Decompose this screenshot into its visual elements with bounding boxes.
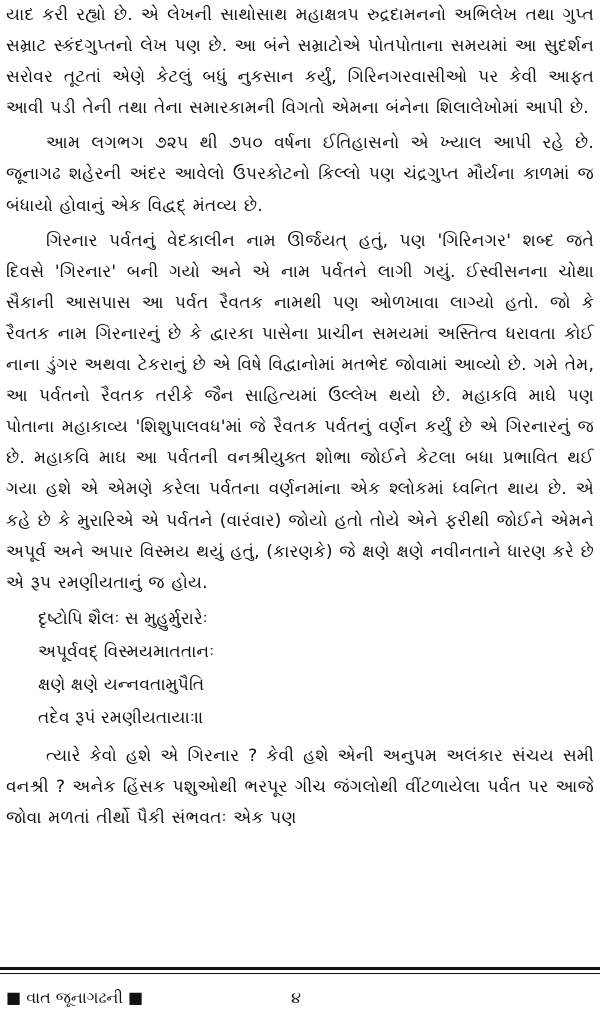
- paragraph-closing: ત્યારે કેવો હશે એ ગિરનાર ? કેવી હશે એની અનુપમ અલંકાર સંચય સમી વનશ્રી ? અનેક હિંસક પશુઓથી ભરપૂર ગીચ જંગલોથી વીંટળાયેલા પર્વત પર આજે જોવા મળતાં તીર્થો પૈકી સંભવતઃ એક પણ: [6, 745, 594, 828]
- running-title: ■ વાત જૂનાગઢની ■: [6, 988, 144, 1007]
- verse-line: અપૂર્વવદ્ વિસ્મયમાતતાનઃ: [38, 641, 215, 662]
- footer-rule-thin: [0, 973, 600, 974]
- paragraph-sudarshan-lake: યાદ કરી રહ્યો છે. એ લેખની સાથોસાથ મહાક્ષત્રપ રુદ્રદામનનો અભિલેખ તથા ગુપ્ત સમ્રાટ સ્કંદગુપ્તનો લેખ પણ છે. આ બંને સમ્રાટોએ પોતપોતાના સમયમાં આ સુદર્શન સરોવર તૂટતાં એણે કેટલું બધું નુકસાન કર્યું, ગિરિનગરવાસીઓ પર કેવી આફત આવી પડી તેની તથા તેના સમારકામની વિગતો એમના બંનેના શિલાલેખોમાં આપી છે.: [6, 5, 594, 119]
- paragraph-girnar-name: ગિરનાર પર્વતનું વેદકાલીન નામ ઊર્જયત્ હતું, પણ 'ગિરિનગર' શબ્દ જતે દિવસે 'ગિરનાર' બની ગયો અને એ નામ પર્વતને લાગી ગયું. ઈસ્વીસનના ચોથા સૈકાની આસપાસ આ પર્વત રૈવતક નામથી પણ ઓળખાવા લાગ્યો હતો. જો કે રૈવતક નામ ગિરનારનું છે કે દ્વારકા પાસેના પ્રાચીન સમયમાં અસ્તિત્વ ધરાવતા કોઈ નાના ડુંગર અથવા ટેકરાનું છે એ વિષે વિદ્વાનોમાં મતભેદ જોવામાં આવ્યો છે. ગમે તેમ, આ પર્વતનો રૈવતક તરીકે જૈન સાહિત્યમાં ઉલ્લેખ થયો છે. મહાકવિ માઘે પણ પોતાના મહાકાવ્ય 'શિશુપાલવધ'માં જે રૈવતક પર્વતનું વર્ણન કર્યું છે એ ગિરનારનું જ છે. મહાકવિ માઘ આ પર્વતની વનશ્રીયુક્ત શોભા જોઈને કેટલા બધા પ્રભાવિત થઈ ગયા હશે એ એમણે કરેલા પર્વતના વર્ણનમાંના એક શ્લોકમાં ધ્વનિત થાય છે. એ કહે છે કે મુરારિએ એ પર્વતને (વારંવાર) જોયો હતો તોયે એને ફરીથી જોઈને એમને અપૂર્વ અને અપાર વિસ્મય થયું હતું, (કારણકે) જે ક્ષણે ક્ષણે નવીનતાને ધારણ કરે છે એ રૂપ રમણીયતાનું જ હોય.: [6, 230, 595, 593]
- verse-line: ક્ષણે ક્ષણે યન્નવતામુપૈતિ: [38, 674, 205, 695]
- page-footer: [6, 984, 594, 1012]
- footer-rule: [0, 967, 600, 970]
- page-number: ૪: [291, 988, 301, 1007]
- sanskrit-verse: [38, 603, 594, 735]
- verse-line: તદેવ રૂપં રમણીયતાયાઃ॥: [38, 707, 204, 728]
- paragraph-history-span: આમ લગભગ ૭૨૫ થી ૭૫૦ વર્ષના ઈતિહાસનો એ ખ્યાલ આપી રહે છે. જૂનાગઢ શહેરની અંદર આવેલો ઉપરકોટનો કિલ્લો પણ ચંદ્રગુપ્ત મૌર્યના કાળમાં જ બંધાયો હોવાનું એક વિદ્વદ્ મંતવ્ય છે.: [6, 133, 594, 216]
- body-text: [6, 0, 594, 834]
- verse-line: દૃષ્ટોપિ શૈલઃ સ મુહુર્મુરારેઃ: [38, 608, 208, 629]
